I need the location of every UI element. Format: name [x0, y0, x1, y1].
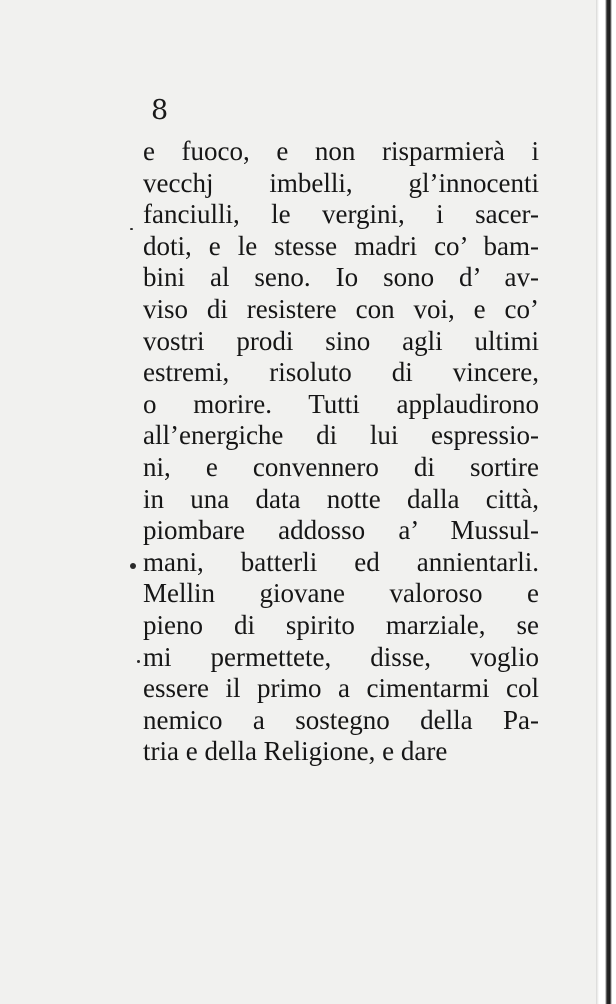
text-line: mani, batterli ed annientarli.: [143, 546, 539, 577]
text-line: estremi, risoluto di vincere,: [143, 357, 539, 388]
text-line: bini al seno. Io sono d’ av-: [143, 262, 539, 293]
page-edge: [596, 0, 616, 1004]
text-line: e fuoco, e non risparmierà i: [143, 136, 539, 166]
ink-speck: [137, 660, 140, 663]
text-line: viso di resistere con voi, e co’: [143, 293, 539, 324]
text-line: fanciulli, le vergini, i sacer-: [143, 199, 539, 230]
text-line: in una data notte dalla città,: [143, 483, 539, 514]
text-line: all’energiche di lui espressio-: [143, 420, 539, 451]
text-line: doti, e le stesse madri co’ bam-: [143, 230, 539, 261]
text-line: o morire. Tutti applaudirono: [143, 388, 539, 419]
text-line: essere il primo a cimentarmi col: [143, 673, 539, 704]
page-number: 8: [151, 95, 169, 126]
text-line: ni, e convennero di sortire: [143, 451, 539, 482]
ink-speck: [130, 563, 136, 569]
body-text: [143, 136, 539, 768]
text-line: nemico a sostegno della Pa-: [143, 704, 539, 735]
text-line: Mellin giovane valoroso e: [143, 578, 539, 609]
text-line: piombare addosso a’ Mussul-: [143, 515, 539, 546]
text-line: vecchj imbelli, gl’innocenti: [143, 167, 539, 198]
text-line: pieno di spirito marziale, se: [143, 609, 539, 640]
text-line: tria e della Religione, e dare: [143, 736, 448, 767]
text-line: mi permettete, disse, voglio: [143, 641, 539, 672]
ink-speck: [130, 228, 133, 230]
text-line: vostri prodi sino agli ultimi: [143, 325, 539, 356]
